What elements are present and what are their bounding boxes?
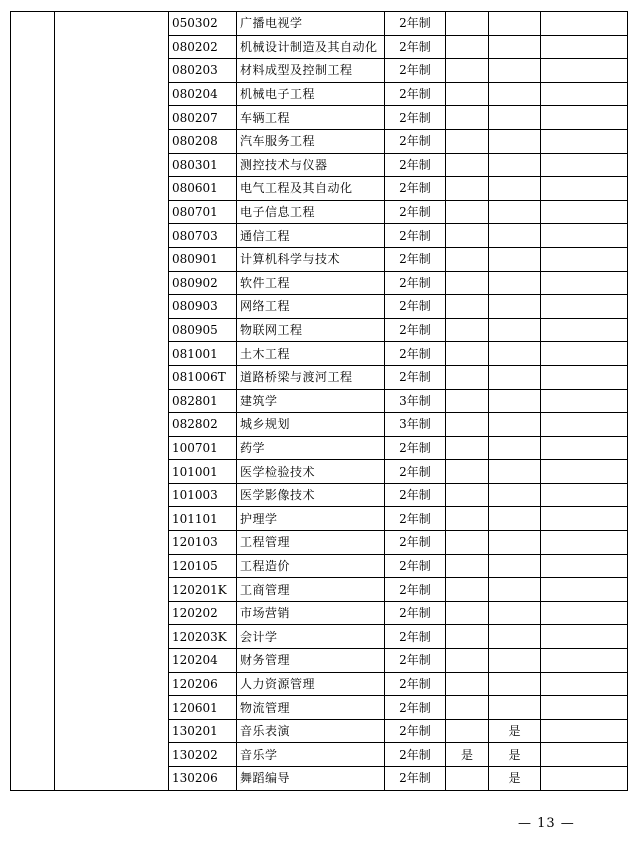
major-name-cell: 护理学 — [237, 507, 385, 531]
flag2-cell — [489, 153, 541, 177]
empty-cell — [541, 224, 628, 248]
empty-cell — [541, 507, 628, 531]
duration-cell: 2年制 — [385, 696, 446, 720]
flag1-cell — [446, 129, 489, 153]
major-name-cell: 工程造价 — [237, 554, 385, 578]
flag1-cell — [446, 672, 489, 696]
empty-cell — [541, 601, 628, 625]
major-code-cell: 101001 — [169, 460, 237, 484]
empty-cell — [541, 413, 628, 437]
major-code-cell: 120203K — [169, 625, 237, 649]
empty-cell — [541, 554, 628, 578]
flag2-cell — [489, 507, 541, 531]
flag1-cell — [446, 696, 489, 720]
major-name-cell: 网络工程 — [237, 295, 385, 319]
flag1-cell — [446, 82, 489, 106]
empty-cell — [541, 153, 628, 177]
duration-cell: 2年制 — [385, 767, 446, 791]
flag2-cell — [489, 295, 541, 319]
flag1-cell — [446, 318, 489, 342]
duration-cell: 2年制 — [385, 247, 446, 271]
major-name-cell: 工商管理 — [237, 578, 385, 602]
empty-cell — [541, 342, 628, 366]
major-name-cell: 物流管理 — [237, 696, 385, 720]
duration-cell: 2年制 — [385, 578, 446, 602]
flag1-cell — [446, 35, 489, 59]
flag2-cell — [489, 224, 541, 248]
duration-cell: 2年制 — [385, 483, 446, 507]
major-name-cell: 电气工程及其自动化 — [237, 177, 385, 201]
duration-cell: 3年制 — [385, 413, 446, 437]
duration-cell: 2年制 — [385, 224, 446, 248]
empty-cell — [541, 719, 628, 743]
major-name-cell: 建筑学 — [237, 389, 385, 413]
flag1-cell — [446, 578, 489, 602]
major-code-cell: 120103 — [169, 531, 237, 555]
major-code-cell: 120204 — [169, 649, 237, 673]
flag1-cell — [446, 106, 489, 130]
flag2-cell — [489, 554, 541, 578]
major-name-cell: 通信工程 — [237, 224, 385, 248]
major-name-cell: 机械电子工程 — [237, 82, 385, 106]
merged-col-a — [11, 12, 55, 791]
duration-cell: 2年制 — [385, 743, 446, 767]
empty-cell — [541, 12, 628, 36]
major-code-cell: 100701 — [169, 436, 237, 460]
flag2-cell — [489, 12, 541, 36]
flag1-cell — [446, 719, 489, 743]
duration-cell: 3年制 — [385, 389, 446, 413]
flag1-cell — [446, 483, 489, 507]
major-name-cell: 人力资源管理 — [237, 672, 385, 696]
major-name-cell: 工程管理 — [237, 531, 385, 555]
major-code-cell: 130202 — [169, 743, 237, 767]
duration-cell: 2年制 — [385, 106, 446, 130]
major-code-cell: 080701 — [169, 200, 237, 224]
major-code-cell: 081001 — [169, 342, 237, 366]
flag2-cell — [489, 601, 541, 625]
flag2-cell — [489, 271, 541, 295]
duration-cell: 2年制 — [385, 153, 446, 177]
duration-cell: 2年制 — [385, 554, 446, 578]
empty-cell — [541, 531, 628, 555]
empty-cell — [541, 35, 628, 59]
flag2-cell — [489, 483, 541, 507]
major-name-cell: 药学 — [237, 436, 385, 460]
flag2-cell — [489, 413, 541, 437]
flag2-cell — [489, 649, 541, 673]
major-name-cell: 财务管理 — [237, 649, 385, 673]
duration-cell: 2年制 — [385, 318, 446, 342]
major-name-cell: 材料成型及控制工程 — [237, 59, 385, 83]
flag1-cell — [446, 365, 489, 389]
major-code-cell: 080204 — [169, 82, 237, 106]
flag2-cell — [489, 389, 541, 413]
flag2-cell — [489, 177, 541, 201]
duration-cell: 2年制 — [385, 200, 446, 224]
flag1-cell — [446, 767, 489, 791]
empty-cell — [541, 177, 628, 201]
major-name-cell: 市场营销 — [237, 601, 385, 625]
major-name-cell: 舞蹈编导 — [237, 767, 385, 791]
major-code-cell: 101003 — [169, 483, 237, 507]
table-row — [11, 12, 628, 36]
major-code-cell: 120201K — [169, 578, 237, 602]
empty-cell — [541, 436, 628, 460]
major-code-cell: 082802 — [169, 413, 237, 437]
flag2-cell — [489, 342, 541, 366]
duration-cell: 2年制 — [385, 601, 446, 625]
duration-cell: 2年制 — [385, 12, 446, 36]
flag1-cell — [446, 531, 489, 555]
flag1-cell — [446, 177, 489, 201]
flag2-cell — [489, 696, 541, 720]
flag1-cell — [446, 460, 489, 484]
flag2-cell — [489, 578, 541, 602]
flag1-cell — [446, 153, 489, 177]
empty-cell — [541, 578, 628, 602]
duration-cell: 2年制 — [385, 507, 446, 531]
flag1-cell — [446, 436, 489, 460]
empty-cell — [541, 389, 628, 413]
empty-cell — [541, 295, 628, 319]
duration-cell: 2年制 — [385, 365, 446, 389]
major-code-cell: 080901 — [169, 247, 237, 271]
major-code-cell: 120206 — [169, 672, 237, 696]
flag2-cell — [489, 318, 541, 342]
flag1-cell — [446, 342, 489, 366]
flag1-cell — [446, 295, 489, 319]
major-name-cell: 计算机科学与技术 — [237, 247, 385, 271]
empty-cell — [541, 271, 628, 295]
duration-cell: 2年制 — [385, 625, 446, 649]
major-code-cell: 081006T — [169, 365, 237, 389]
empty-cell — [541, 106, 628, 130]
empty-cell — [541, 200, 628, 224]
duration-cell: 2年制 — [385, 531, 446, 555]
flag2-cell — [489, 365, 541, 389]
empty-cell — [541, 672, 628, 696]
flag1-cell — [446, 271, 489, 295]
empty-cell — [541, 625, 628, 649]
major-name-cell: 车辆工程 — [237, 106, 385, 130]
duration-cell: 2年制 — [385, 82, 446, 106]
duration-cell: 2年制 — [385, 672, 446, 696]
flag2-cell — [489, 200, 541, 224]
page-number: — 13 — — [518, 816, 575, 831]
major-code-cell: 130201 — [169, 719, 237, 743]
empty-cell — [541, 82, 628, 106]
major-code-cell: 050302 — [169, 12, 237, 36]
major-code-cell: 080202 — [169, 35, 237, 59]
flag2-cell — [489, 672, 541, 696]
major-name-cell: 医学影像技术 — [237, 483, 385, 507]
empty-cell — [541, 59, 628, 83]
empty-cell — [541, 365, 628, 389]
flag2-cell — [489, 436, 541, 460]
empty-cell — [541, 649, 628, 673]
flag1-cell — [446, 413, 489, 437]
flag2-cell — [489, 247, 541, 271]
major-code-cell: 080903 — [169, 295, 237, 319]
major-name-cell: 物联网工程 — [237, 318, 385, 342]
flag1-cell — [446, 601, 489, 625]
major-name-cell: 广播电视学 — [237, 12, 385, 36]
major-code-cell: 080208 — [169, 129, 237, 153]
flag1-cell — [446, 625, 489, 649]
flag2-cell — [489, 106, 541, 130]
duration-cell: 2年制 — [385, 342, 446, 366]
major-name-cell: 道路桥梁与渡河工程 — [237, 365, 385, 389]
major-code-cell: 080902 — [169, 271, 237, 295]
empty-cell — [541, 129, 628, 153]
duration-cell: 2年制 — [385, 35, 446, 59]
flag2-cell: 是 — [489, 767, 541, 791]
flag1-cell — [446, 507, 489, 531]
major-code-cell: 080905 — [169, 318, 237, 342]
major-code-cell: 120105 — [169, 554, 237, 578]
major-code-cell: 130206 — [169, 767, 237, 791]
flag2-cell — [489, 82, 541, 106]
flag1-cell — [446, 200, 489, 224]
major-name-cell: 软件工程 — [237, 271, 385, 295]
duration-cell: 2年制 — [385, 649, 446, 673]
flag2-cell — [489, 531, 541, 555]
flag1-cell: 是 — [446, 743, 489, 767]
duration-cell: 2年制 — [385, 436, 446, 460]
major-code-cell: 080207 — [169, 106, 237, 130]
major-code-cell: 080301 — [169, 153, 237, 177]
major-name-cell: 汽车服务工程 — [237, 129, 385, 153]
flag1-cell — [446, 649, 489, 673]
major-name-cell: 测控技术与仪器 — [237, 153, 385, 177]
flag1-cell — [446, 247, 489, 271]
flag2-cell — [489, 460, 541, 484]
flag2-cell — [489, 129, 541, 153]
flag2-cell: 是 — [489, 743, 541, 767]
flag1-cell — [446, 59, 489, 83]
flag2-cell — [489, 59, 541, 83]
empty-cell — [541, 247, 628, 271]
major-code-cell: 080703 — [169, 224, 237, 248]
duration-cell: 2年制 — [385, 719, 446, 743]
duration-cell: 2年制 — [385, 59, 446, 83]
duration-cell: 2年制 — [385, 271, 446, 295]
major-name-cell: 医学检验技术 — [237, 460, 385, 484]
major-name-cell: 音乐表演 — [237, 719, 385, 743]
major-code-cell: 101101 — [169, 507, 237, 531]
majors-table — [10, 11, 628, 791]
flag1-cell — [446, 12, 489, 36]
duration-cell: 2年制 — [385, 177, 446, 201]
flag2-cell — [489, 35, 541, 59]
duration-cell: 2年制 — [385, 129, 446, 153]
flag2-cell — [489, 625, 541, 649]
major-name-cell: 音乐学 — [237, 743, 385, 767]
major-code-cell: 120601 — [169, 696, 237, 720]
major-name-cell: 电子信息工程 — [237, 200, 385, 224]
flag1-cell — [446, 554, 489, 578]
empty-cell — [541, 483, 628, 507]
major-code-cell: 080601 — [169, 177, 237, 201]
major-code-cell: 082801 — [169, 389, 237, 413]
empty-cell — [541, 460, 628, 484]
major-code-cell: 080203 — [169, 59, 237, 83]
empty-cell — [541, 696, 628, 720]
merged-col-b — [55, 12, 169, 791]
major-name-cell: 城乡规划 — [237, 413, 385, 437]
major-code-cell: 120202 — [169, 601, 237, 625]
duration-cell: 2年制 — [385, 460, 446, 484]
major-name-cell: 会计学 — [237, 625, 385, 649]
duration-cell: 2年制 — [385, 295, 446, 319]
flag1-cell — [446, 389, 489, 413]
major-name-cell: 机械设计制造及其自动化 — [237, 35, 385, 59]
major-name-cell: 土木工程 — [237, 342, 385, 366]
empty-cell — [541, 318, 628, 342]
flag2-cell: 是 — [489, 719, 541, 743]
flag1-cell — [446, 224, 489, 248]
empty-cell — [541, 767, 628, 791]
table-body — [11, 12, 628, 791]
empty-cell — [541, 743, 628, 767]
